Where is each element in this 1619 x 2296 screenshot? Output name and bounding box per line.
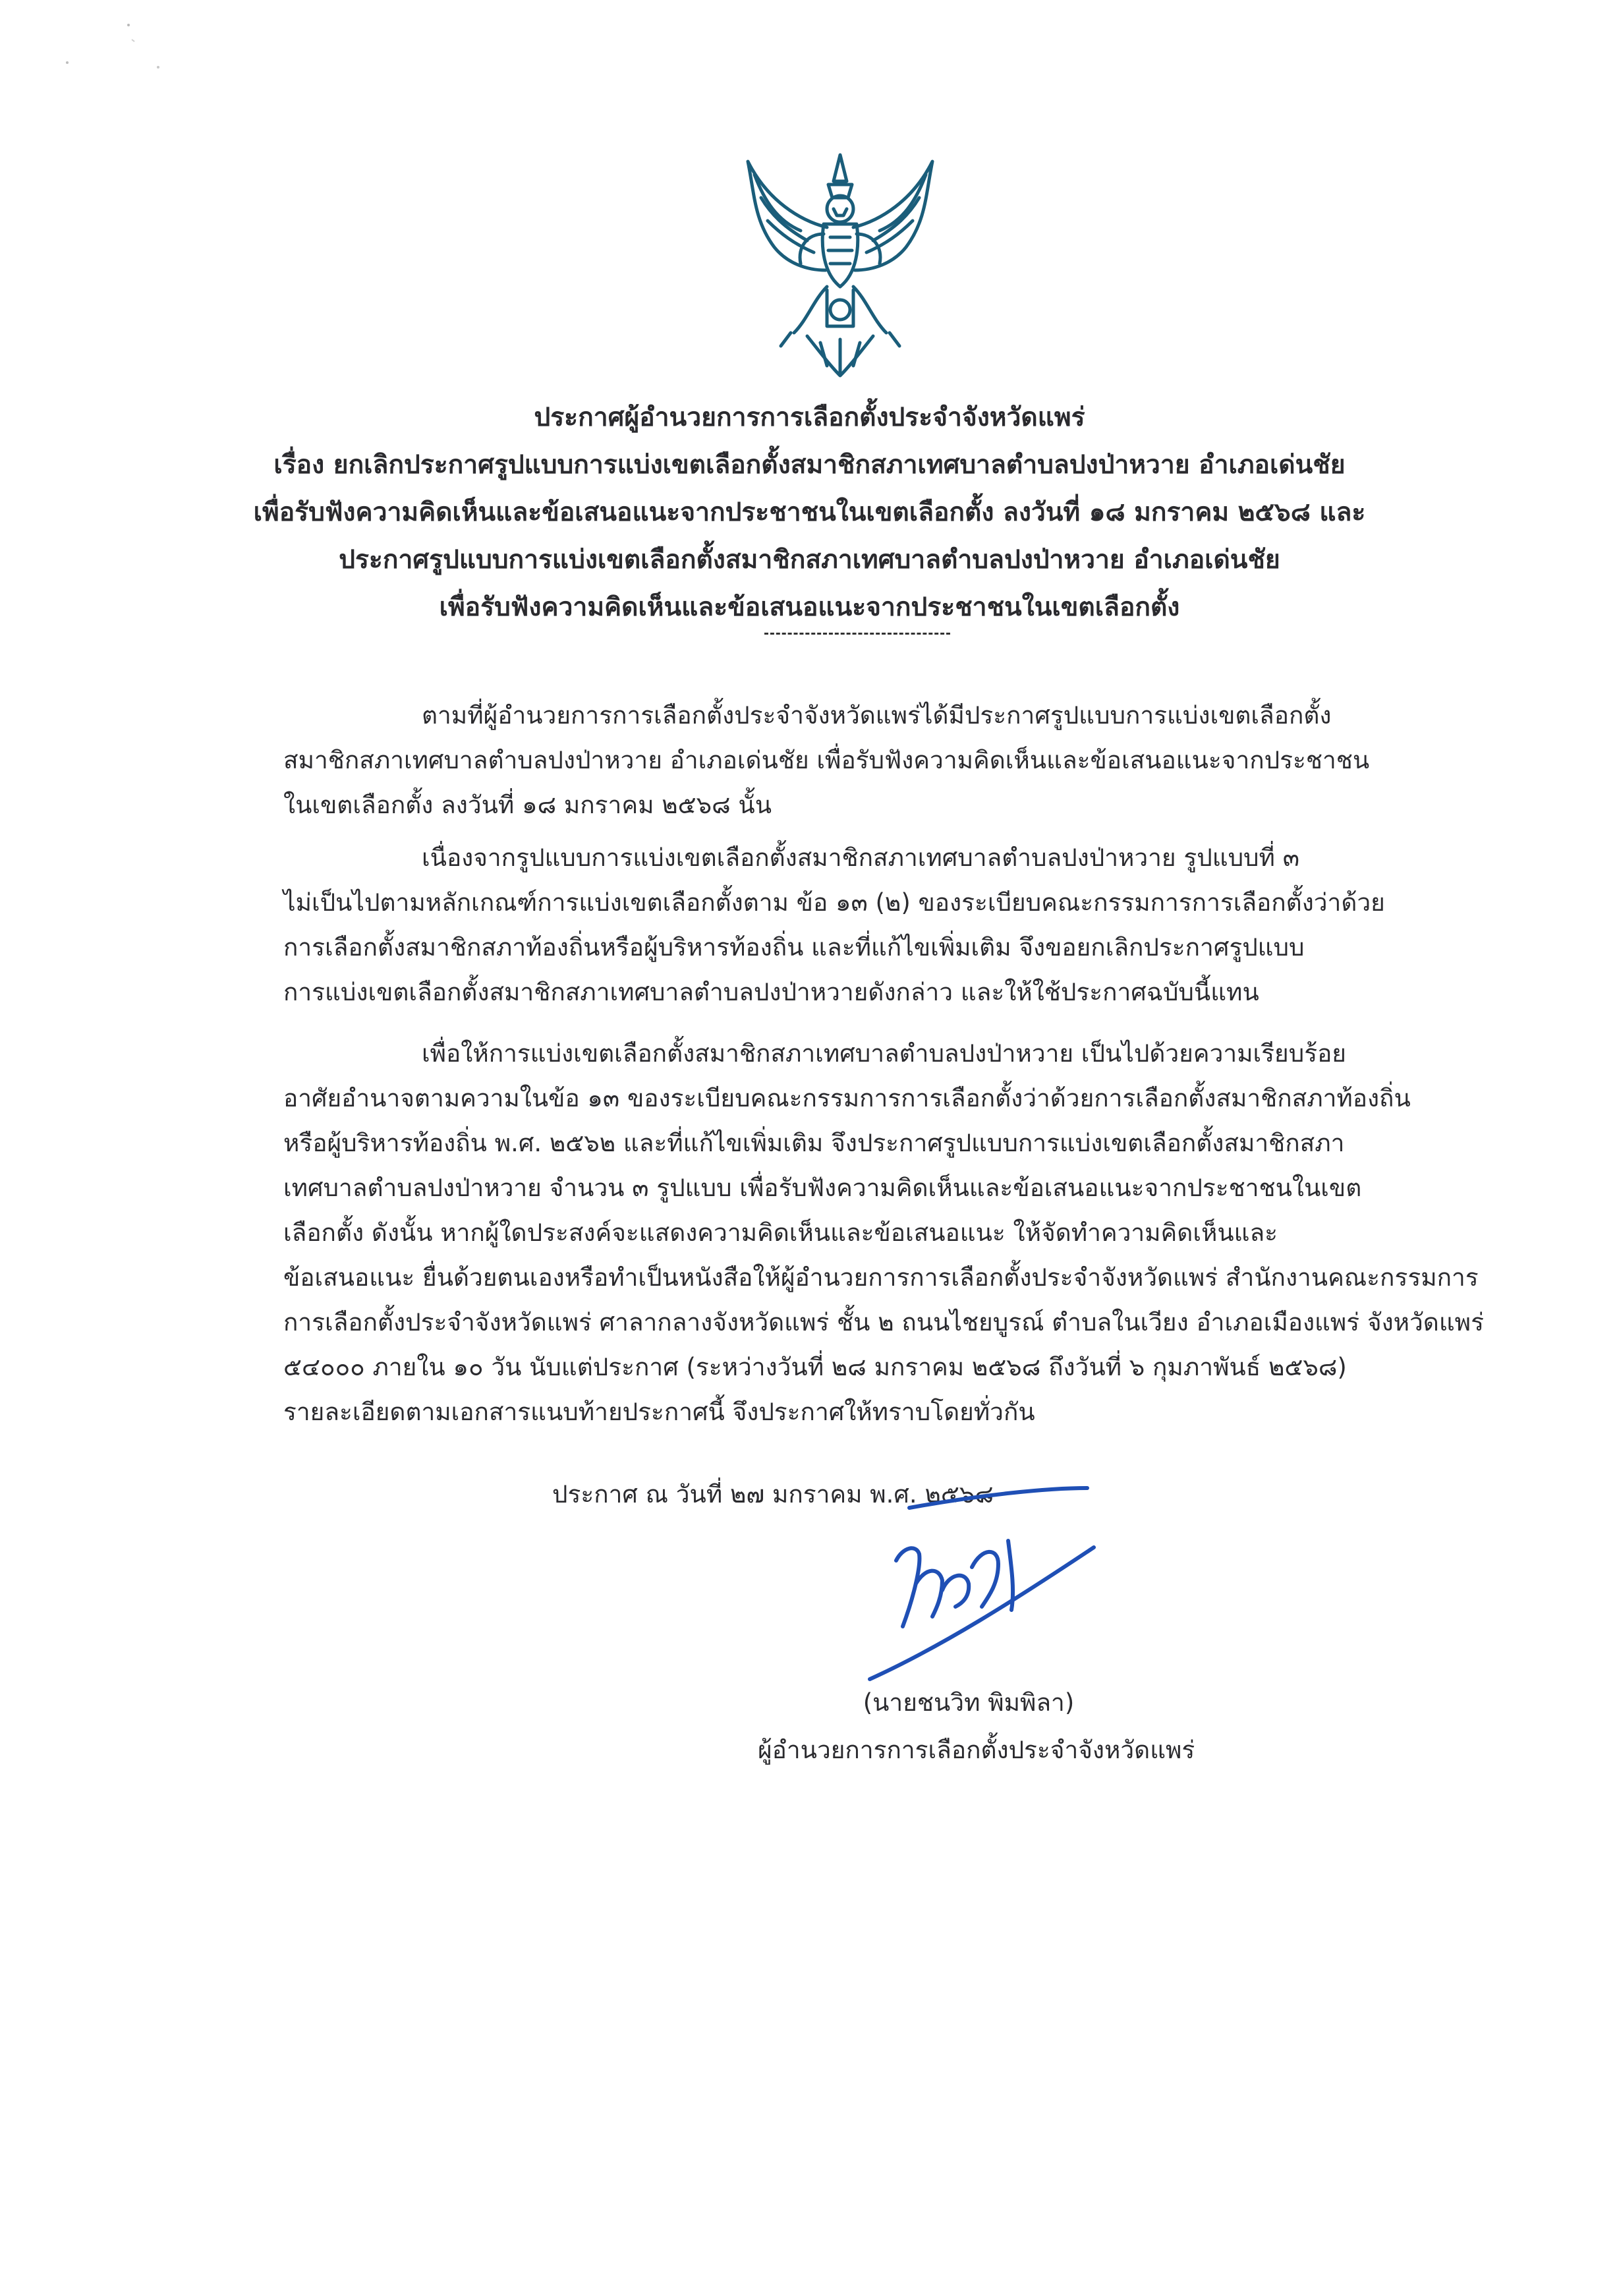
paragraph-line: เทศบาลตำบลปงป่าหวาย จำนวน ๓ รูปแบบ เพื่อรับฟังความคิดเห็นและข้อเสนอแนะจากประชาชนในเขต <box>283 1174 1362 1202</box>
paragraph-line: สมาชิกสภาเทศบาลตำบลปงป่าหวาย อำเภอเด่นชัย เพื่อรับฟังความคิดเห็นและข้อเสนอแนะจากประชาชน <box>283 746 1370 774</box>
header-separator <box>764 633 950 635</box>
header-line: ประกาศผู้อำนวยการการเลือกตั้งประจำจังหวัดแพร่ <box>534 403 1085 432</box>
paragraph-line: อาศัยอำนาจตามความในข้อ ๑๓ ของระเบียบคณะกรรมการการเลือกตั้งว่าด้วยการเลือกตั้งสมาชิกสภาท้องถิ่น <box>283 1084 1411 1112</box>
paragraph-line: หรือผู้บริหารท้องถิ่น พ.ศ. ๒๕๖๒ และที่แก้ไขเพิ่มเติม จึงประกาศรูปแบบการแบ่งเขตเลือกตั้งสมาชิกสภา <box>283 1129 1345 1157</box>
announcement-header <box>217 394 1402 631</box>
paragraph-line: การแบ่งเขตเลือกตั้งสมาชิกสภาเทศบาลตำบลปงป่าหวายดังกล่าว และให้ใช้ประกาศฉบับนี้แทน <box>283 978 1259 1006</box>
paragraph-line: เพื่อให้การแบ่งเขตเลือกตั้งสมาชิกสภาเทศบาลตำบลปงป่าหวาย เป็นไปด้วยความเรียบร้อย <box>422 1039 1346 1068</box>
signer-title: ผู้อำนวยการการเลือกตั้งประจำจังหวัดแพร่ <box>758 1736 1195 1764</box>
header-line: ประกาศรูปแบบการแบ่งเขตเลือกตั้งสมาชิกสภาเทศบาลตำบลปงป่าหวาย อำเภอเด่นชัย <box>339 545 1280 575</box>
header-line: เรื่อง ยกเลิกประกาศรูปแบบการแบ่งเขตเลือกตั้งสมาชิกสภาเทศบาลตำบลปงป่าหวาย อำเภอเด่นชัย <box>273 450 1346 480</box>
paragraph-line: เลือกตั้ง ดังนั้น หากผู้ใดประสงค์จะแสดงความคิดเห็นและข้อเสนอแนะ ให้จัดทำความคิดเห็นและ <box>283 1219 1278 1247</box>
body-paragraph-3 <box>283 1031 1484 1435</box>
paragraph-line: รายละเอียดตามเอกสารแนบท้ายประกาศนี้ จึงประกาศให้ทราบโดยทั่วกัน <box>283 1398 1035 1426</box>
signature-block <box>758 1679 1195 1774</box>
header-line: เพื่อรับฟังความคิดเห็นและข้อเสนอแนะจากประชาชนในเขตเลือกตั้ง <box>439 592 1180 622</box>
announcement-date: ประกาศ ณ วันที่ ๒๗ มกราคม พ.ศ. ๒๕๖๘ <box>552 1480 994 1508</box>
body-paragraph-2 <box>283 836 1423 1015</box>
scan-specks <box>53 13 185 86</box>
paragraph-line: ๕๔๐๐๐ ภายใน ๑๐ วัน นับแต่ประกาศ (ระหว่างวันที่ ๒๘ มกราคม ๒๕๖๘ ถึงวันที่ ๖ กุมภาพันธ์ ๒๕๖๘) <box>283 1353 1347 1381</box>
paragraph-line: ข้อเสนอแนะ ยื่นด้วยตนเองหรือทำเป็นหนังสือให้ผู้อำนวยการการเลือกตั้งประจำจังหวัดแพร่ สำนักงานคณะกรรมการ <box>283 1263 1479 1292</box>
paragraph-line: การเลือกตั้งสมาชิกสภาท้องถิ่นหรือผู้บริหารท้องถิ่น และที่แก้ไขเพิ่มเติม จึงขอยกเลิกประกาศรูปแบบ <box>283 933 1305 961</box>
header-line: เพื่อรับฟังความคิดเห็นและข้อเสนอแนะจากประชาชนในเขตเลือกตั้ง ลงวันที่ ๑๘ มกราคม ๒๕๖๘ และ <box>253 498 1366 527</box>
paragraph-line: ในเขตเลือกตั้ง ลงวันที่ ๑๘ มกราคม ๒๕๖๘ นั้น <box>283 791 772 819</box>
handwritten-signature <box>850 1468 1100 1686</box>
signer-name: (นายชนวิท พิมพิลา) <box>863 1688 1075 1717</box>
paragraph-line: เนื่องจากรูปแบบการแบ่งเขตเลือกตั้งสมาชิกสภาเทศบาลตำบลปงป่าหวาย รูปแบบที่ ๓ <box>422 844 1299 872</box>
paragraph-line: ตามที่ผู้อำนวยการการเลือกตั้งประจำจังหวัดแพร่ได้มีประกาศรูปแบบการแบ่งเขตเลือกตั้ง <box>422 701 1332 730</box>
garuda-emblem-icon <box>728 148 952 382</box>
body-paragraph-1 <box>283 693 1423 828</box>
paragraph-line: การเลือกตั้งประจำจังหวัดแพร่ ศาลากลางจังหวัดแพร่ ชั้น ๒ ถนนไชยบูรณ์ ตำบลในเวียง อำเภอเมืองแพร่ จังหวัดแพร่ <box>283 1308 1484 1336</box>
paragraph-line: ไม่เป็นไปตามหลักเกณฑ์การแบ่งเขตเลือกตั้งตาม ข้อ ๑๓ (๒) ของระเบียบคณะกรรมการการเลือกตั้งว่าด้วย <box>283 888 1385 917</box>
